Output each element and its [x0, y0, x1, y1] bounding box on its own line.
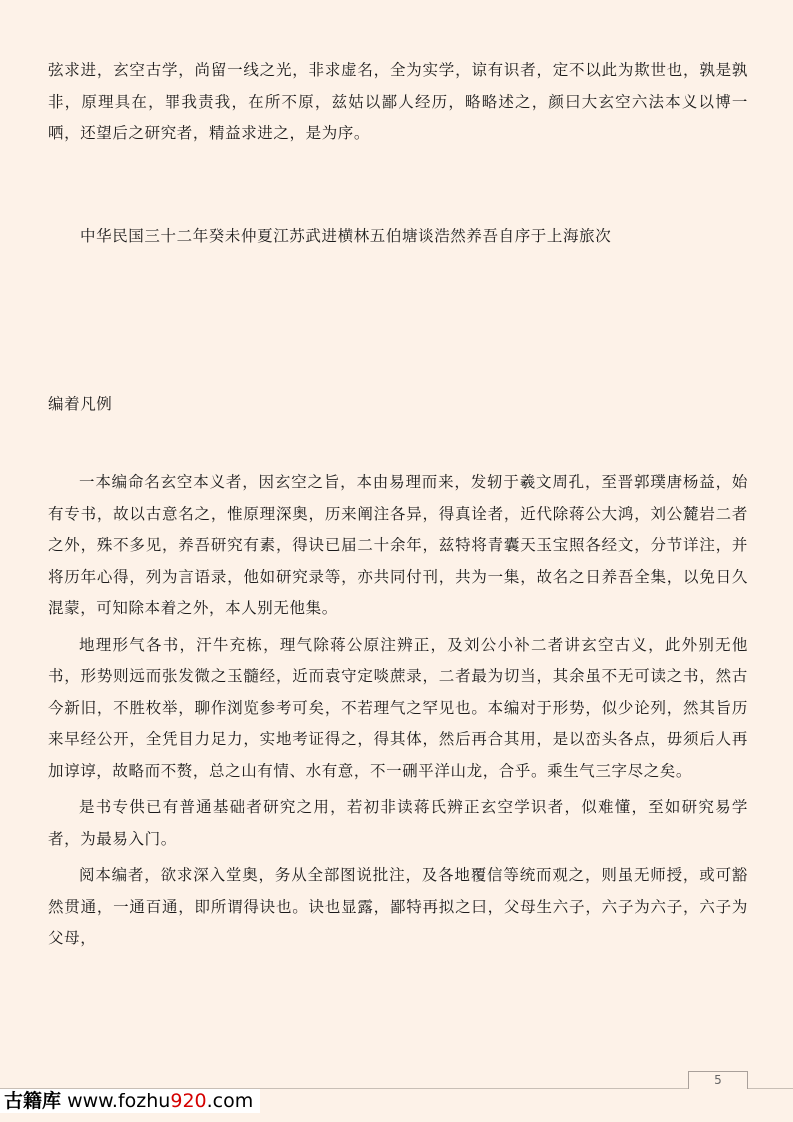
- editorial-note-paragraph: 是书专供已有普通基础者研究之用，若初非读蒋氏辨正玄空学识者，似难懂，至如研究易学者，为最易入门。: [48, 798, 748, 848]
- section-heading: 编着凡例: [48, 395, 113, 413]
- editorial-note-paragraph: 阅本编者，欲求深入堂奥，务从全部图说批注，及各地覆信等统而观之，则虽无师授，或可豁然贯通，一通百通，即所谓得诀也。诀也显露，鄙特再拟之曰，父母生六子，六子为六子，六子为父母，: [48, 866, 748, 947]
- site-watermark: [0, 1089, 260, 1113]
- watermark-name: 古籍库: [4, 1090, 62, 1112]
- watermark-url-number: 920: [170, 1090, 207, 1112]
- watermark-url-suffix: .com: [206, 1090, 254, 1112]
- editorial-notes-body: [48, 467, 748, 960]
- preface-signature: 中华民国三十二年癸未仲夏江苏武进横林五伯塘谈浩然养吾自序于上海旅次: [80, 227, 612, 245]
- page-number: 5: [688, 1071, 748, 1089]
- preface-ending-paragraph: 弦求进，玄空古学，尚留一线之光，非求虚名，全为实学，谅有识者，定不以此为欺世也，孰是孰非，原理具在，罪我责我，在所不原，兹姑以鄙人经历，略略述之，颜曰大玄空六法本义以博一哂，还望后之研究者，精益求进之，是为序。: [48, 61, 748, 142]
- watermark-url: [67, 1090, 253, 1112]
- editorial-note-paragraph: 一本编命名玄空本义者，因玄空之旨，本由易理而来，发轫于羲文周孔，至晋郭璞唐杨益，始有专书，故以古意名之，惟原理深奥，历来阐注各异，得真诠者，近代除蒋公大鸿，刘公麓岩二者之外，殊不多见，养吾研究有素，得诀已届二十余年，兹特将青囊天玉宝照各经文，分节详注，并将历年心得，列为言语录，他如研究录等，亦共同付刊，共为一集，故名之日养吾全集，以免日久混蒙，可知除本着之外，本人别无他集。: [48, 473, 748, 617]
- watermark-url-prefix: www.fozhu: [67, 1090, 171, 1112]
- editorial-note-paragraph: 地理形气各书，汗牛充栋，理气除蒋公原注辨正，及刘公小补二者讲玄空古义，此外别无他书，形势则远而张发微之玉髓经，近而袁守定啖蔗录，二者最为切当，其余虽不无可读之书，然古今新旧，不胜枚举，聊作浏览参考可矣，不若理气之罕见也。本编对于形势，似少论列，然其旨历来早经公开，全凭目力足力，实地考证得之，得其体，然后再合其用，是以峦头各点，毋须后人再加谆谆，故略而不赘，总之山有情、水有意，不一硎平洋山龙，合乎。乘生气三字尽之矣。: [48, 635, 748, 780]
- preface-ending: [48, 55, 748, 155]
